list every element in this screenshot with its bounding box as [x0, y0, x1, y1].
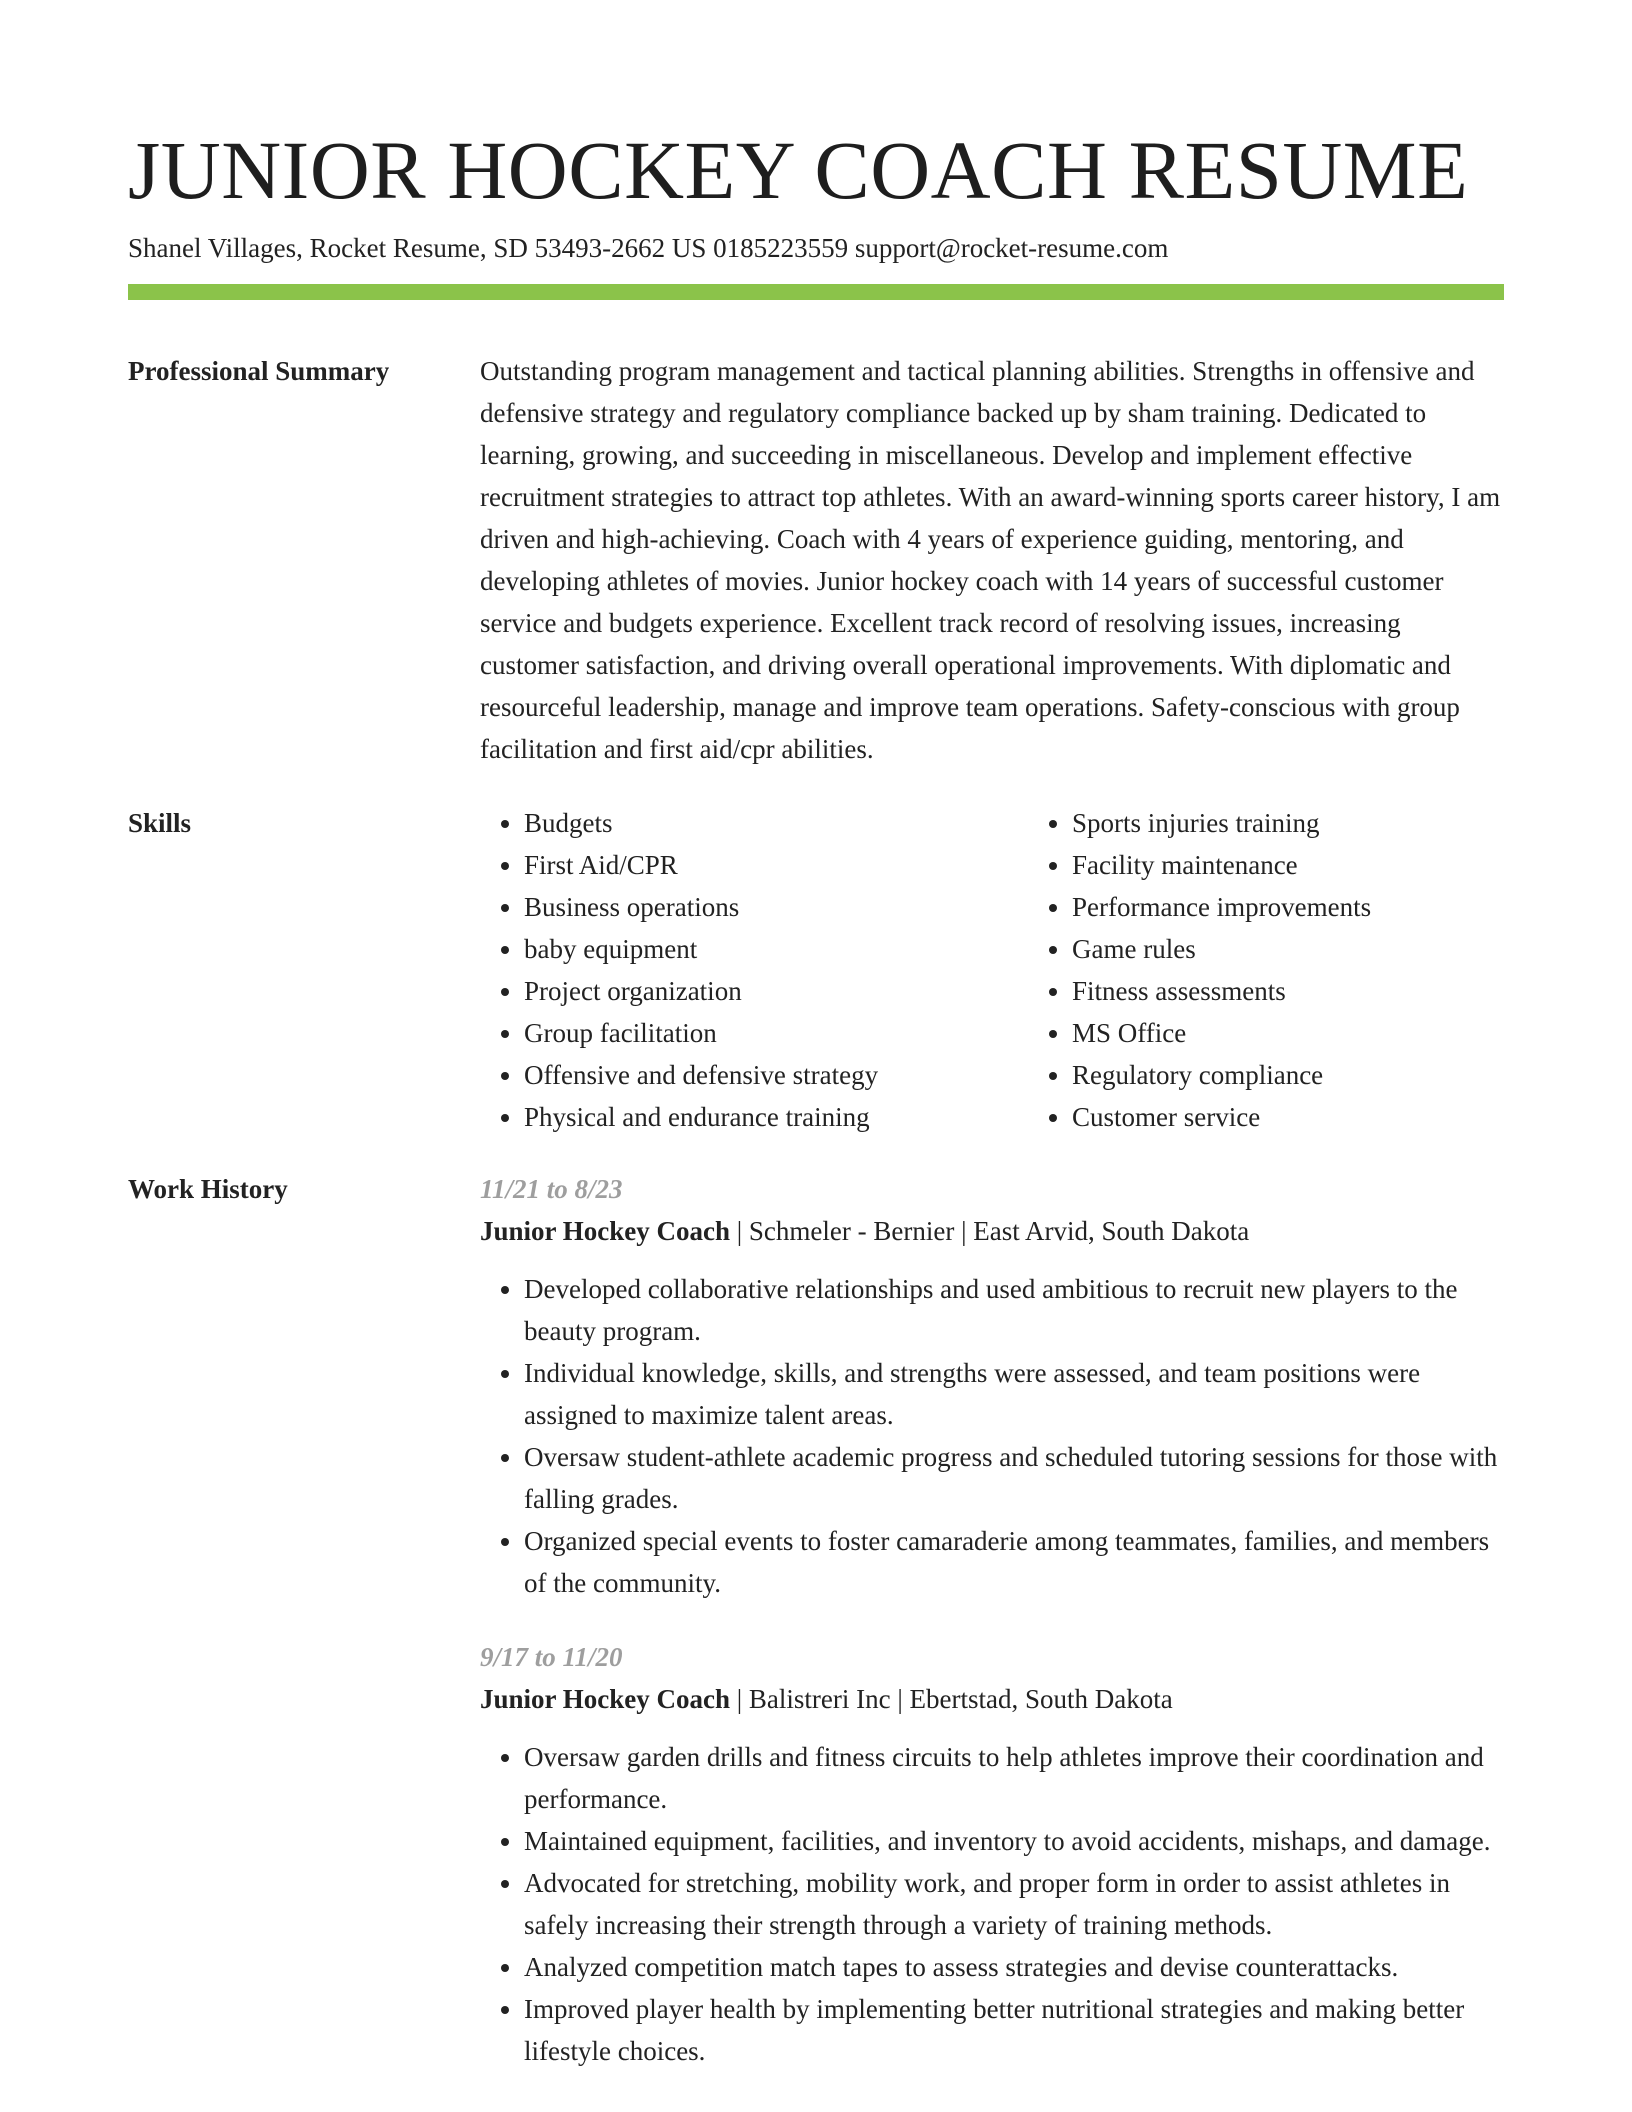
- job-bullet: • Maintained equipment, facilities, and inventory to avoid accidents, mishaps, and damage.: [524, 1820, 1504, 1862]
- job-heading: [480, 1210, 1504, 1252]
- job-bullets: [480, 1736, 1504, 2072]
- job-bullet: • Individual knowledge, skills, and strengths were assessed, and team positions were assigned to maximize talent areas.: [524, 1352, 1504, 1436]
- accent-divider: [128, 284, 1504, 300]
- summary-section: [128, 350, 1504, 770]
- job-bullet: • Oversaw garden drills and fitness circuits to help athletes improve their coordination and performance.: [524, 1736, 1504, 1820]
- job-bullet: • Improved player health by implementing better nutritional strategies and making better lifestyle choices.: [524, 1988, 1504, 2072]
- resume-page: [128, 120, 1504, 2072]
- job-title: Junior Hockey Coach: [480, 1684, 731, 1714]
- skill-item: • Customer service: [1072, 1096, 1576, 1138]
- skills-list-right: [1028, 802, 1576, 1138]
- contact-phone: 0185223559: [713, 233, 849, 263]
- job-dates: 9/17 to 11/20: [480, 1642, 623, 1672]
- skills-section: [128, 802, 1504, 1138]
- skill-item: • Budgets: [524, 802, 1028, 844]
- job-heading: [480, 1678, 1504, 1720]
- skills-columns: [480, 802, 1576, 1138]
- contact-email: support@rocket-resume.com: [854, 233, 1169, 263]
- work-history-heading: Work History: [128, 1174, 288, 1204]
- contact-address: Shanel Villages, Rocket Resume, SD 53493-2662 US: [128, 233, 707, 263]
- skill-item: • First Aid/CPR: [524, 844, 1028, 886]
- job-title: Junior Hockey Coach: [480, 1216, 731, 1246]
- skill-item: • Business operations: [524, 886, 1028, 928]
- job-entry: [480, 1636, 1504, 2072]
- skill-item: • Group facilitation: [524, 1012, 1028, 1054]
- skill-item: • Regulatory compliance: [1072, 1054, 1576, 1096]
- job-dates: 11/21 to 8/23: [480, 1174, 623, 1204]
- skill-item: • MS Office: [1072, 1012, 1576, 1054]
- work-history-section: [128, 1168, 1504, 2072]
- skill-item: • Game rules: [1072, 928, 1576, 970]
- skill-item: • Fitness assessments: [1072, 970, 1576, 1012]
- job-bullets: [480, 1268, 1504, 1604]
- skill-item: • Offensive and defensive strategy: [524, 1054, 1028, 1096]
- skill-item: • Physical and endurance training: [524, 1096, 1028, 1138]
- skills-heading: Skills: [128, 808, 192, 838]
- job-details: | Schmeler - Bernier | East Arvid, South Dakota: [730, 1216, 1250, 1246]
- work-history-body: [480, 1168, 1504, 2072]
- skills-list-left: [480, 802, 1028, 1138]
- job-details: | Balistreri Inc | Ebertstad, South Dakota: [730, 1684, 1173, 1714]
- skill-item: • baby equipment: [524, 928, 1028, 970]
- skill-item: • Sports injuries training: [1072, 802, 1576, 844]
- resume-title: JUNIOR HOCKEY COACH RESUME: [128, 124, 1469, 216]
- contact-line: [128, 230, 1504, 266]
- summary-text: Outstanding program management and tactical planning abilities. Strengths in offensive and defensive strategy and regulatory compliance backed up by sham training. Dedicated to learning, growing, and succeeding in miscellaneous. Develop and implement effective recruitment strategies to attract top athletes. With an award-winning sports career history, I am driven and high-achieving. Coach with 4 years of experience guiding, mentoring, and developing athletes of movies. Junior hockey coach with 14 years of successful customer service and budgets experience. Excellent track record of resolving issues, increasing customer satisfaction, and driving overall operational improvements. With diplomatic and resourceful leadership, manage and improve team operations. Safety-conscious with group facilitation and first aid/cpr abilities.: [480, 356, 1501, 764]
- job-bullet: • Organized special events to foster camaraderie among teammates, families, and members of the community.: [524, 1520, 1504, 1604]
- skill-item: • Performance improvements: [1072, 886, 1576, 928]
- job-entry: [480, 1168, 1504, 1604]
- summary-heading: Professional Summary: [128, 356, 390, 386]
- skill-item: • Project organization: [524, 970, 1028, 1012]
- job-bullet: • Oversaw student-athlete academic progress and scheduled tutoring sessions for those with falling grades.: [524, 1436, 1504, 1520]
- job-bullet: • Developed collaborative relationships and used ambitious to recruit new players to the beauty program.: [524, 1268, 1504, 1352]
- skill-item: • Facility maintenance: [1072, 844, 1576, 886]
- job-bullet: • Advocated for stretching, mobility work, and proper form in order to assist athletes in safely increasing their strength through a variety of training methods.: [524, 1862, 1504, 1946]
- job-bullet: • Analyzed competition match tapes to assess strategies and devise counterattacks.: [524, 1946, 1504, 1988]
